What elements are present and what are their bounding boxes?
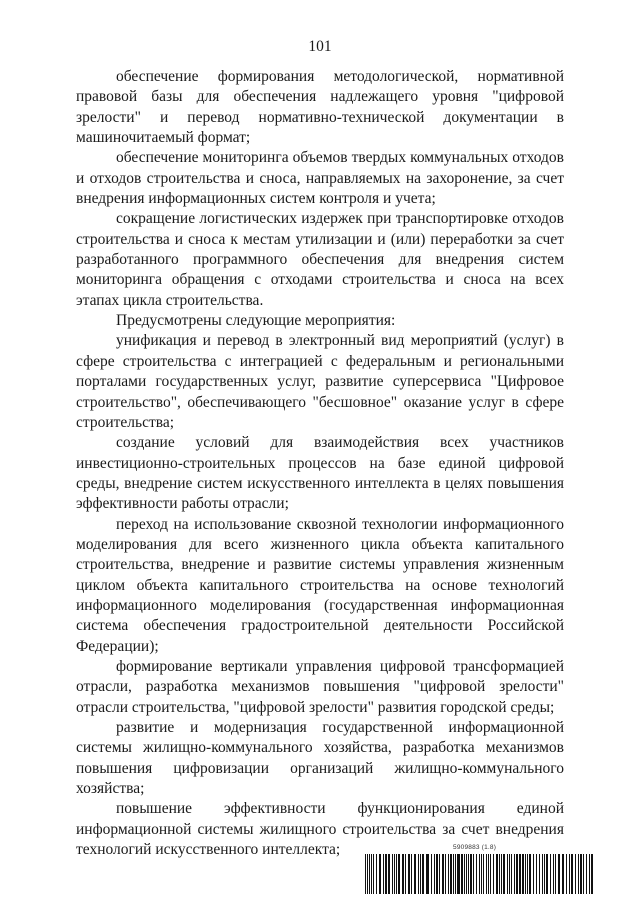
document-stamp <box>365 844 595 896</box>
paragraph: обеспечение мониторинга объемов твердых коммунальных отходов и отходов строительства и сноса, направляемых на захоронение, за счет внедрения информационных систем контроля и учета; <box>76 149 564 208</box>
paragraph: унификация и перевод в электронный вид мероприятий (услуг) в сфере строительства с интеграцией с федеральным и региональными порталами государственных услуг, развитие суперсервиса "Цифровое строительство", обеспечивающего "бесшовное" оказание услуг в сфере строительства; <box>76 332 564 431</box>
paragraph: создание условий для взаимодействия всех участников инвестиционно-строительных процессов на базе единой цифровой среды, внедрение систем искусственного интеллекта в целях повышения эффективности работы отрасли; <box>76 434 564 513</box>
paragraph: обеспечение формирования методологической, нормативной правовой базы для обеспечения надлежащего уровня "цифровой зрелости" и перевод нормативно-технической документации в машиночитаемый формат; <box>76 68 564 147</box>
document-body <box>76 67 564 860</box>
paragraph: развитие и модернизация государственной информационной системы жилищно-коммунального хозяйства, разработка механизмов повышения цифровизации организаций жилищно-коммунального хозяйства; <box>76 719 564 798</box>
paragraph: формирование вертикали управления цифровой трансформацией отрасли, разработка механизмов повышения "цифровой зрелости" отрасли строительства, "цифровой зрелости" развития городской среды; <box>76 657 564 716</box>
stamp-code: 5909883 (1.8) <box>453 844 497 851</box>
paragraph: Предусмотрены следующие мероприятия: <box>116 312 396 330</box>
paragraph: переход на использование сквозной технологии информационного моделирования для всего жизненного цикла объекта капитального строительства, внедрение и развитие системы управления жизненным циклом объекта капитального строительства на основе технологий информационного моделирования (государственная информационная система обеспечения градостроительной деятельности Российской Федерации); <box>76 515 564 655</box>
barcode-icon <box>365 854 595 894</box>
paragraph: сокращение логистических издержек при транспортировке отходов строительства и сноса к местам утилизации и (или) переработки за счет разработанного программного обеспечения для внедрения систем мониторинга обращения с отходами строительства и сноса на всех этапах цикла строительства. <box>76 210 564 309</box>
paragraph: повышение эффективности функционирования единой информационной системы жилищного строительства за счет внедрения технологий искусственного интеллекта; <box>76 800 564 859</box>
page-number: 101 <box>308 38 332 55</box>
